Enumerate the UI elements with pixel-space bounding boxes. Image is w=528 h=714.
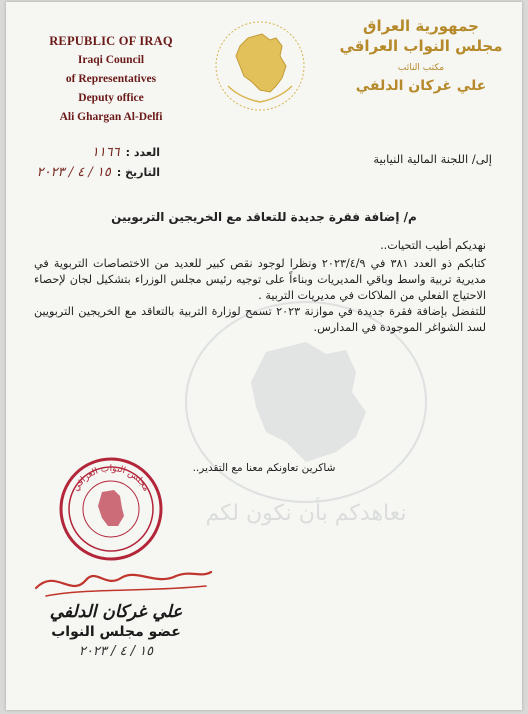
- header-en-line3: of Representatives: [65, 73, 157, 85]
- recipient: إلى/ اللجنة المالية النيابية: [373, 152, 492, 166]
- header-ar-line4: علي غركان الدلفي: [355, 78, 487, 94]
- header-en-line5: Ali Ghargan Al-Delfi: [59, 111, 163, 123]
- header-en-line1: REPUBLIC OF IRAQ: [49, 34, 173, 48]
- number-value: ١١٦٦: [91, 144, 120, 160]
- header-ar-line2: مجلس النواب العراقي: [339, 37, 503, 55]
- signatory-title: عضو مجلس النواب: [51, 624, 181, 640]
- header-english: [36, 32, 186, 127]
- subject-line: م/ إضافة فقرة جديدة للتعاقد مع الخريجين التربويين: [111, 210, 417, 224]
- body-paragraph-1: كتابكم ذو العدد ٣٨١ في ٢٠٢٣/٤/٩ ونظرا لوجود نقص كبير للعديد من الاختصاصات التربوية في مديرية تربية واسط وباقي المديريات وبناءاً على توجيه رئيس مجلس الوزراء بتشكيل لجان لإحصاء الاحتياج الفعلي من الملاكات في مديريات التربية .: [34, 257, 486, 302]
- number-row: [30, 142, 160, 162]
- stamp-text: مجلس النواب العراقي: [71, 463, 151, 494]
- letter-page: [6, 2, 522, 710]
- official-stamp-icon: [58, 456, 164, 562]
- date-value: ١٥ / ٤ / ٢٠٢٣: [36, 164, 111, 180]
- signatory-date: ١٥ / ٤ / ٢٠٢٣: [78, 644, 154, 659]
- header-en-line2: Iraqi Council: [77, 54, 145, 66]
- signatory-name: علي غركان الدلفي: [49, 602, 183, 622]
- handwritten-signature-icon: [26, 558, 216, 608]
- number-label: العدد :: [125, 145, 160, 159]
- iraq-map-emblem-icon: [210, 16, 310, 116]
- date-label: التاريخ :: [116, 165, 160, 179]
- header-ar-line1: جمهورية العراق: [363, 17, 479, 35]
- signatory-block: [36, 602, 196, 659]
- watermark-text: نعاهدكم بأن نكون لكم: [205, 501, 407, 526]
- closing-line: شاكرين تعاونكم معنا مع التقدير..: [192, 462, 336, 474]
- header-arabic: [336, 16, 506, 96]
- greeting: نهديكم أطيب التحيات..: [380, 239, 486, 252]
- header-ar-line3: مكتب النائب: [397, 63, 445, 73]
- reference-meta: [30, 142, 160, 182]
- header-en-line4: Deputy office: [78, 92, 144, 104]
- date-row: [30, 162, 160, 182]
- body-paragraph-2: للتفضل بإضافة فقرة جديدة في موازنة ٢٠٢٣ تسمح لوزارة التربية بالتعاقد مع الخريجين التربويين لسد الشواغر الموجودة في المدارس.: [34, 305, 486, 334]
- letter-body: [34, 238, 486, 336]
